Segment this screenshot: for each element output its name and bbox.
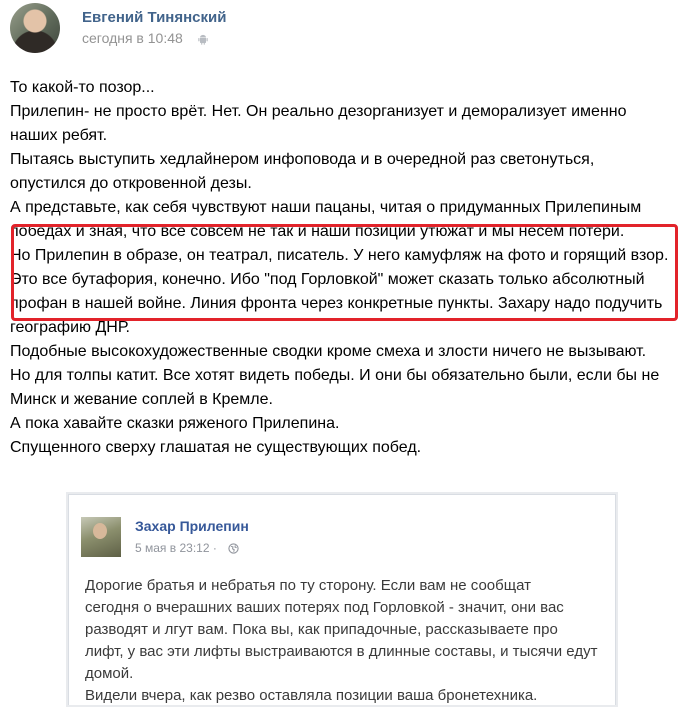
post-text-line: А пока хавайте сказки ряженого Прилепина.	[10, 415, 340, 432]
post-text-line: победах и зная, что все совсем не так и наши позиции утюжат и мы несём потери.	[10, 223, 625, 240]
post-text	[10, 76, 680, 460]
post-text-line: Подобные высокохудожественные сводки кроме смеха и злости ничего не вызывают.	[10, 343, 647, 360]
post-timestamp[interactable]: сегодня в 10:48	[82, 30, 183, 46]
post-text-line: Спущенного сверху глашатая не существующих побед.	[10, 439, 422, 456]
post-text-line: профан в нашей войне. Линия фронта через конкретные пункты. Захару надо подучить	[10, 295, 663, 312]
embedded-post-timestamp: 5 мая в 23:12 ·	[135, 541, 217, 555]
post-text-line: Это все бутафория, конечно. Ибо "под Горловкой" может сказать только абсолютный	[10, 271, 645, 288]
post-text-line: А представьте, как себя чувствуют наши пацаны, читая о придуманных Прилепиным	[10, 199, 642, 216]
embedded-text-line: разводят и лгут вам. Пока вы, как припадочные, рассказываете про	[85, 621, 558, 638]
post-text-line: То какой-то позор...	[10, 79, 155, 96]
post-text-line: опустился до откровенной дезы.	[10, 175, 252, 192]
post-text-line: Но для толпы катит. Все хотят видеть победы. И они бы обязательно были, если бы не	[10, 367, 660, 384]
embedded-text-line: домой.	[85, 665, 134, 682]
embedded-author-name: Захар Прилепин	[135, 518, 249, 534]
embedded-text-line: лифт, у вас эти лифты выстраиваются в длинные составы, и тысячи едут	[85, 643, 598, 660]
embedded-text-line: Дорогие братья и небратья по ту сторону. Если вам не сообщат	[85, 577, 531, 594]
post-text-line: географию ДНР.	[10, 319, 130, 336]
post-text-line: Пытаясь выступить хедлайнером инфоповода и в очередной раз светонуться,	[10, 151, 595, 168]
post-text-line: наших ребят.	[10, 127, 108, 144]
post-text-line: Но Прилепин в образе, он театрал, писатель. У него камуфляж на фото и горящий взор.	[10, 247, 669, 264]
embedded-author-avatar	[81, 517, 121, 557]
embedded-post-screenshot	[68, 494, 616, 705]
embedded-text-line: сегодня о вчерашних ваших потерях под Горловкой - значит, они вас	[85, 599, 564, 616]
embedded-post-text	[85, 575, 605, 707]
author-name-link[interactable]: Евгений Тинянский	[82, 9, 227, 26]
globe-icon	[228, 543, 239, 554]
android-icon	[197, 33, 209, 45]
post-text-line: Минск и жевание соплей в Кремле.	[10, 391, 273, 408]
post-text-line: Прилепин- не просто врёт. Нет. Он реально дезорганизует и деморализует именно	[10, 103, 627, 120]
embedded-text-line: Видели вчера, как резво оставляла позиции ваша бронетехника.	[85, 687, 538, 704]
author-avatar[interactable]	[10, 3, 60, 53]
